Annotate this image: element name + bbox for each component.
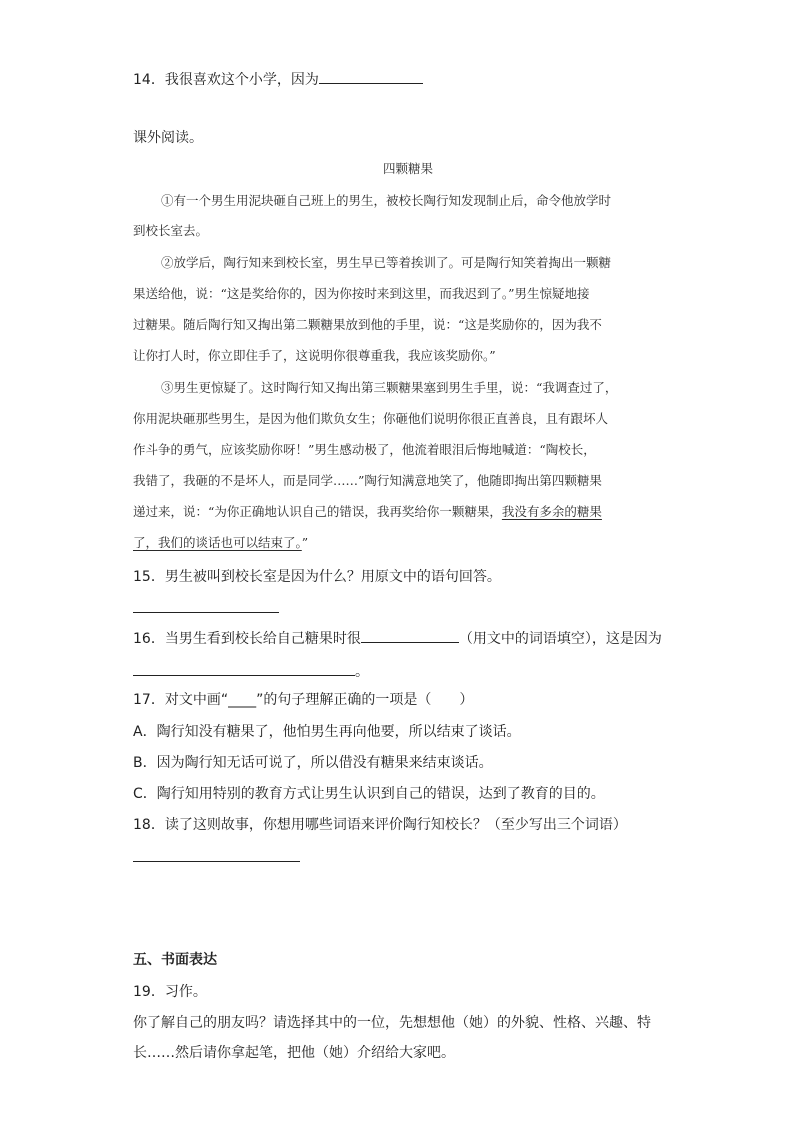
question-19 [133, 982, 207, 1002]
option-label: B． [133, 755, 157, 771]
passage-line: ③男生更惊疑了。这时陶行知又掏出第三颗糖果塞到男生手里，说：“我调查过了， [161, 380, 618, 395]
passage-line [133, 503, 602, 521]
question-18 [133, 815, 627, 835]
passage-line: 我错了，我砸的不是坏人，而是同学……”陶行知满意地笑了，他随即掏出第四颗糖果 [133, 473, 602, 488]
question-text: 我很喜欢这个小学，因为 [164, 72, 319, 88]
question-number: 19． [133, 984, 165, 1000]
answer-blank[interactable] [319, 69, 423, 84]
question-text: 对文中画“ [164, 692, 229, 708]
option-label: C． [133, 786, 157, 802]
passage-line: ①有一个男生用泥块砸自己班上的男生，被校长陶行知发现制止后，命令他放学时 [161, 193, 612, 208]
passage-line: 过糖果。随后陶行知又掏出第二颗糖果放到他的手里，说：“这是奖励你的，因为我不 [133, 317, 602, 332]
question-15 [133, 567, 501, 587]
option-text: 陶行知用特别的教育方式让男生认识到自己的错误，达到了教育的目的。 [156, 786, 605, 802]
question-17 [133, 690, 473, 710]
question-number: 15． [133, 569, 165, 585]
question-text: 。 [355, 664, 369, 680]
option-c[interactable] [133, 784, 605, 804]
question-number: 14． [133, 72, 165, 88]
answer-blank[interactable] [133, 661, 355, 676]
passage-title: 四颗糖果 [383, 161, 434, 176]
underline-marker: ____ [228, 692, 257, 708]
question-16-continued [133, 661, 369, 682]
answer-blank[interactable] [361, 628, 459, 643]
question-number: 18． [133, 817, 165, 833]
underlined-sentence: 我没有多余的糖果 [501, 504, 602, 519]
question-14 [133, 69, 423, 90]
question-text: 男生被叫到校长室是因为什么？用原文中的语句回答。 [164, 569, 501, 585]
question-text: 当男生看到校长给自己糖果时很 [164, 631, 361, 647]
passage-text: 递过来，说：“为你正确地认识自己的错误，我再奖给你一颗糖果， [133, 504, 502, 519]
question-16 [133, 628, 662, 649]
question-text: 读了这则故事，你想用哪些词语来评价陶行知校长？（至少写出三个词语） [164, 817, 627, 833]
question-number: 16． [133, 631, 165, 647]
question-text: ”的句子理解正确的一项是（ ） [256, 692, 474, 708]
passage-line: ②放学后，陶行知来到校长室，男生早已等着挨训了。可是陶行知笑着掏出一颗糖 [161, 255, 612, 270]
option-text: 陶行知没有糖果了，他怕男生再向他要，所以结束了谈话。 [156, 724, 521, 740]
option-label: A． [133, 724, 157, 740]
underlined-sentence: 了，我们的谈话也可以结束了。 [133, 535, 302, 550]
question-text: 习作。 [164, 984, 207, 1000]
writing-prompt-line: 长……然后请你拿起笔，把他（她）介绍给大家吧。 [133, 1045, 455, 1061]
reading-heading: 课外阅读。 [133, 130, 203, 146]
answer-line[interactable] [133, 612, 279, 613]
writing-prompt-line: 你了解自己的朋友吗？请选择其中的一位，先想想他（她）的外貌、性格、兴趣、特 [133, 1015, 651, 1031]
question-text: （用文中的词语填空），这是因为 [458, 631, 662, 647]
question-number: 17． [133, 692, 165, 708]
section-title: 五、书面表达 [133, 952, 217, 968]
option-text: 因为陶行知无话可说了，所以借没有糖果来结束谈话。 [156, 755, 493, 771]
passage-line: 果送给他，说：“这是奖给你的，因为你按时来到这里，而我迟到了。”男生惊疑地接 [133, 286, 590, 301]
answer-line[interactable] [133, 861, 300, 862]
option-b[interactable] [133, 753, 493, 773]
passage-text: ” [301, 535, 309, 550]
option-a[interactable] [133, 722, 521, 742]
passage-line [133, 534, 308, 552]
passage-line: 你用泥块砸那些男生，是因为他们欺负女生；你砸他们说明你很正直善良，且有跟坏人 [133, 411, 609, 426]
passage-line: 作斗争的勇气，应该奖励你呀！”男生感动极了，他流着眼泪后悔地喊道：“陶校长， [133, 442, 596, 457]
passage-line: 到校长室去。 [133, 223, 209, 238]
passage-line: 让你打人时，你立即住手了，这说明你很尊重我，我应该奖励你。” [133, 348, 496, 363]
